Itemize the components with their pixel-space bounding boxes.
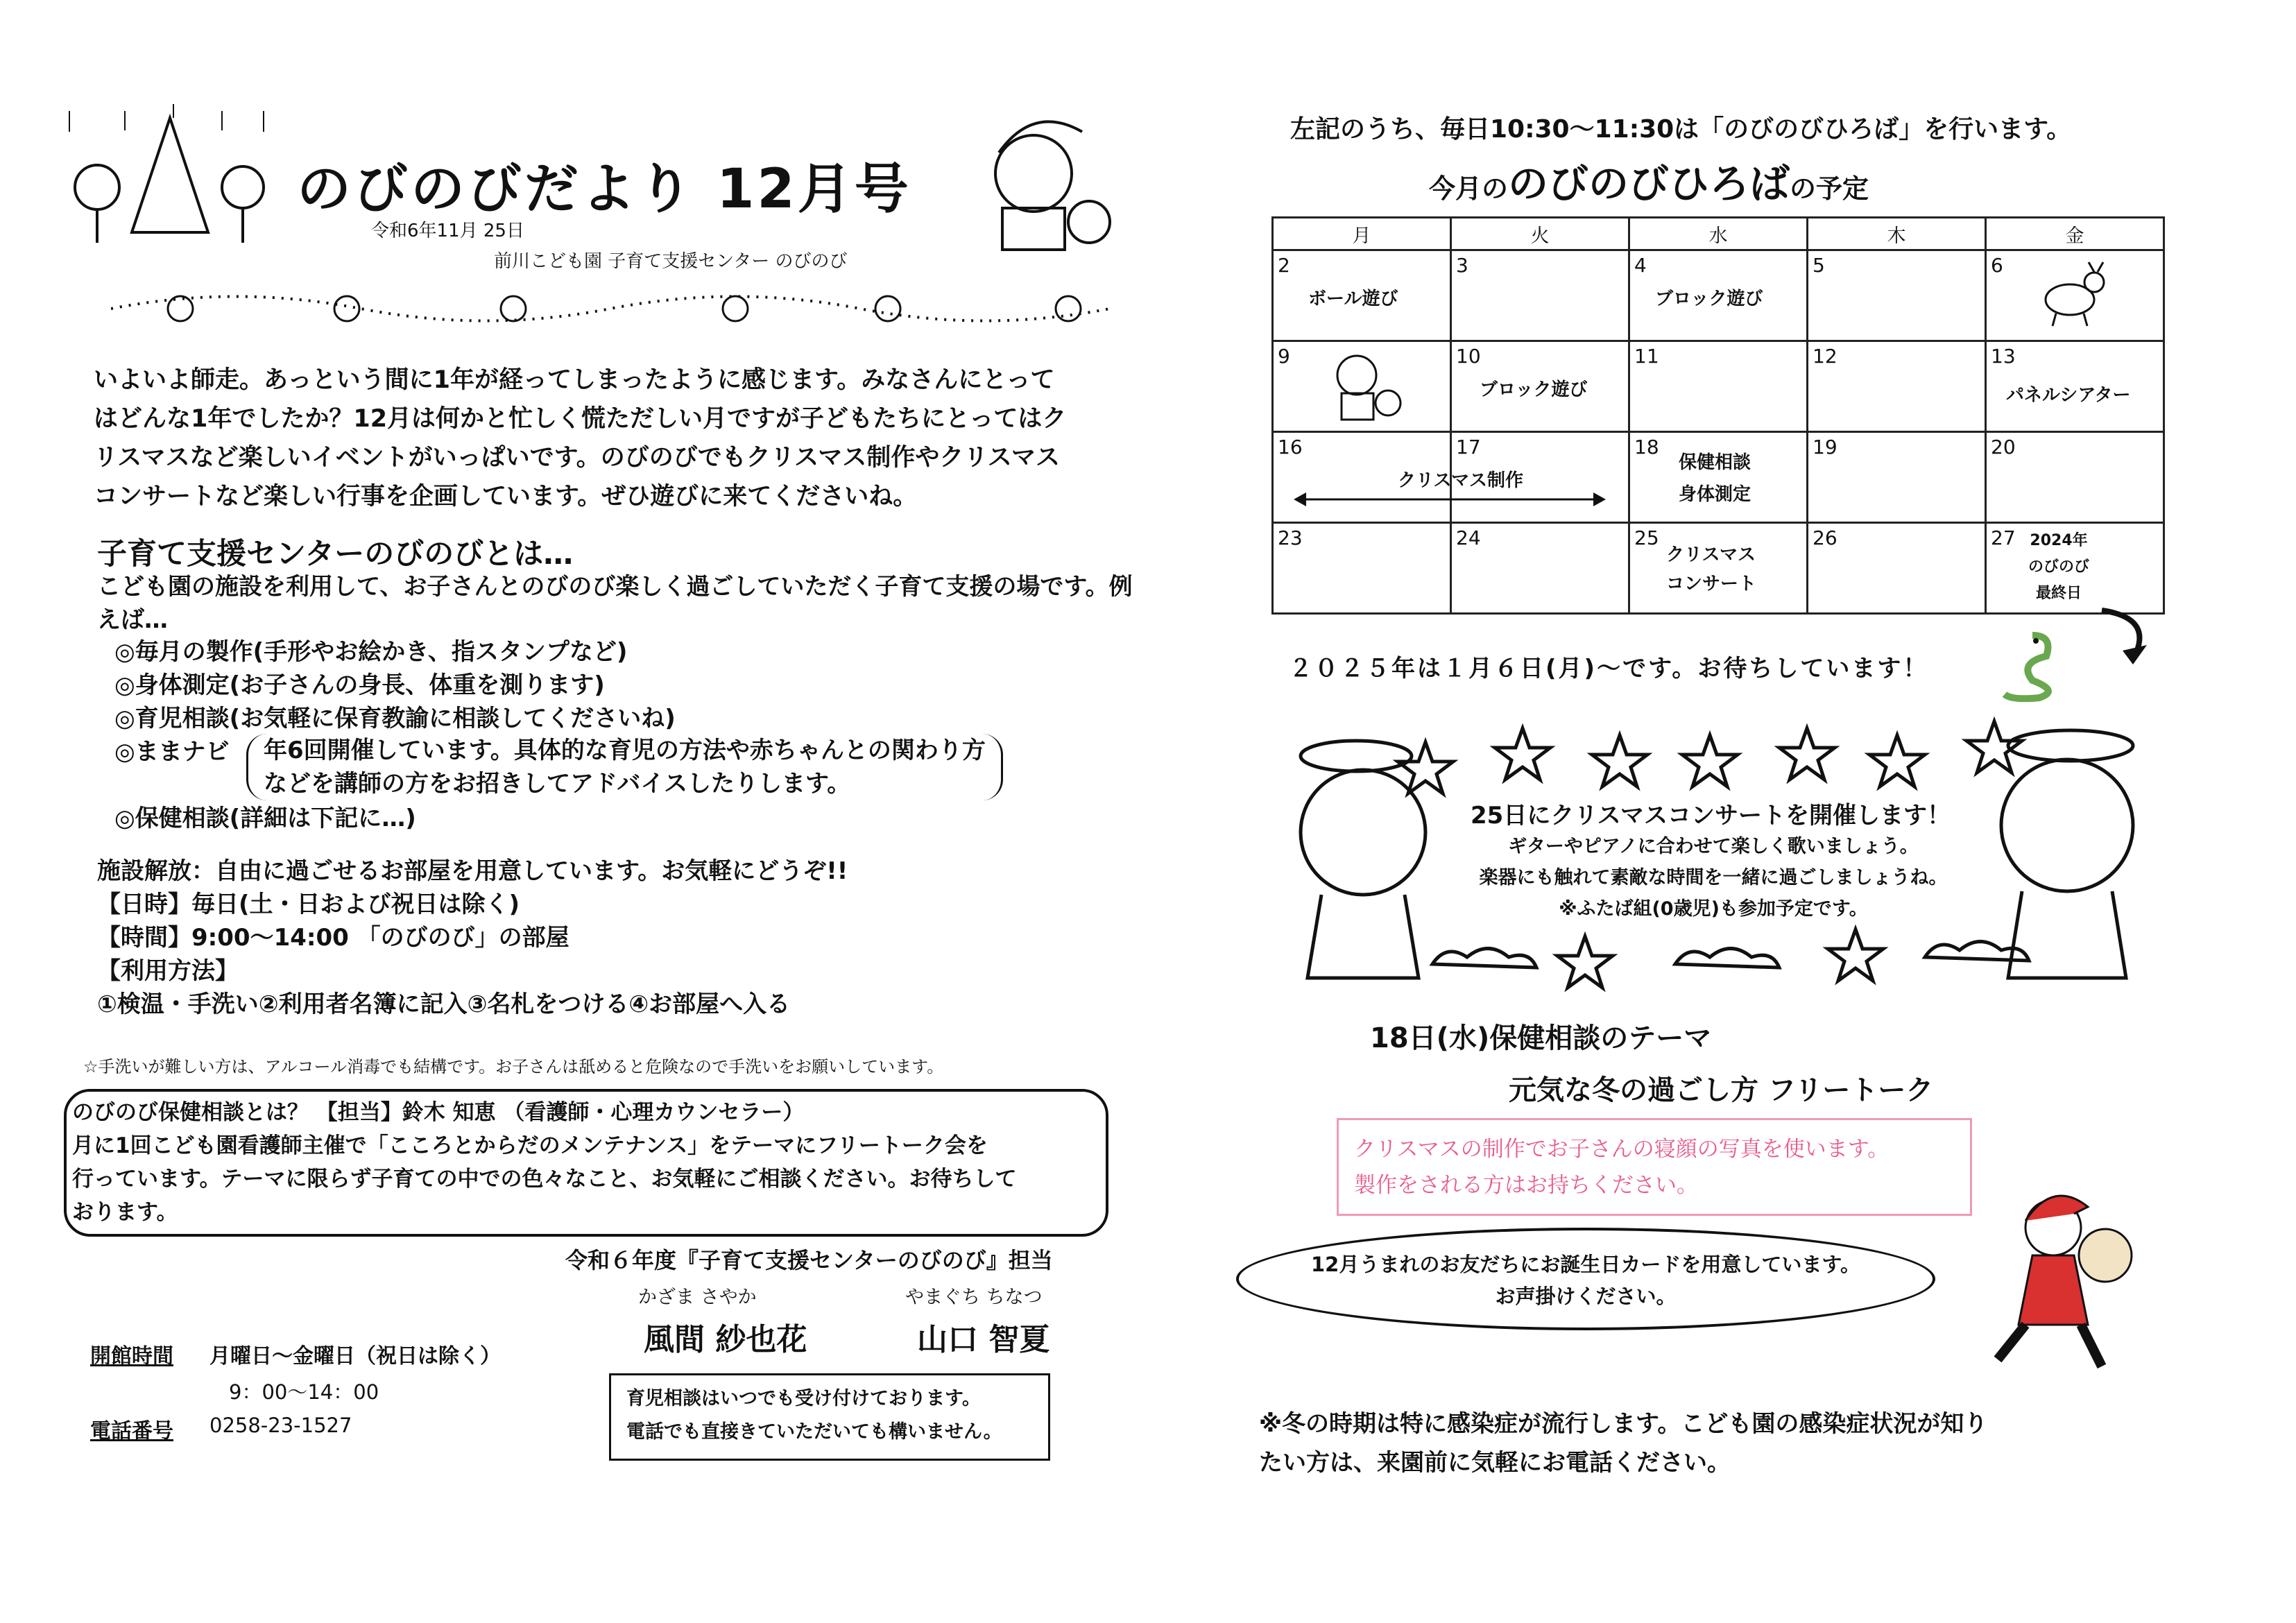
concert-line: ギターやピアノに合わせて楽しく歌いましょう。 (1508, 836, 1919, 857)
facility-line: 【日時】毎日(土・日および祝日は除く) (97, 891, 520, 918)
day-number: 5 (1813, 254, 1825, 277)
calendar-heading-main: のびのびひろば (1508, 160, 1790, 207)
santa-icon (1322, 347, 1405, 425)
hours-label: 開館時間 (90, 1344, 173, 1368)
birthday-line: お声掛けください。 (1495, 1285, 1677, 1308)
about-line: こども園の施設を利用して、お子さんとのびのび楽しく過ごしていただく子育て支援の場です。例 (97, 573, 1133, 601)
day-number: 25 (1634, 526, 1659, 549)
schedule-calendar (1271, 216, 2165, 615)
day-number: 4 (1634, 254, 1647, 277)
day-number: 27 (1991, 526, 2016, 549)
staff-kana: やまぐち ちなつ (905, 1287, 1043, 1308)
consult-info-box (609, 1373, 1050, 1461)
day-event: ボール遊び (1308, 289, 1398, 309)
calendar-header-row (1273, 218, 2164, 250)
day-number: 13 (1991, 345, 2016, 368)
day-number: 10 (1456, 345, 1481, 368)
day-number: 3 (1456, 254, 1468, 277)
about-heading: 子育て支援センターのびのびとは… (97, 537, 574, 572)
ornament-border (111, 284, 1124, 333)
calendar-day (1629, 432, 1808, 523)
intro-paragraph (94, 361, 1066, 516)
calendar-week (1273, 341, 2164, 432)
concert-details (1464, 831, 1963, 925)
curved-arrow-icon (2095, 603, 2157, 666)
concert-line: 楽器にも触れて素敵な時間を一緒に過ごしましょうね。 (1479, 867, 1948, 888)
consult-line: 育児相談はいつでも受け付けております。 (626, 1388, 981, 1409)
santa-illustration (964, 104, 1124, 264)
intro-line: コンサートなど楽しい行事を企画しています。ぜひ遊びに来てくださいね。 (94, 483, 918, 510)
mamanavi-line: 年6回開催しています。具体的な育児の方法や赤ちゃんとの関わり方 (264, 737, 986, 764)
day-event: ブロック遊び (1655, 289, 1763, 309)
service-item: ◎身体測定(お子さんの身長、体重を測ります) (114, 671, 605, 699)
calendar-day (1451, 523, 1629, 614)
facility-info (97, 855, 848, 1021)
infection-note (1259, 1405, 1987, 1482)
calendar-day (1629, 250, 1808, 341)
day-number: 24 (1456, 526, 1481, 549)
health-box-line: のびのび保健相談とは？ 【担当】鈴木 知恵 （看護師・心理カウンセラー） (72, 1100, 805, 1125)
calendar-heading (1429, 151, 1869, 209)
consult-line: 電話でも直接きていただいても構いません。 (626, 1421, 1002, 1443)
calendar-day (1986, 341, 2164, 432)
weekday-header: 木 (1808, 218, 1986, 250)
service-item: ◎保健相談(詳細は下記に…) (114, 805, 416, 832)
calendar-week (1273, 523, 2164, 614)
issue-date: 令和6年11月 25日 (371, 221, 524, 241)
day-number: 19 (1813, 436, 1837, 458)
staff-name: 風間 紗也花 (644, 1322, 807, 1357)
day-number: 17 (1456, 436, 1481, 458)
health-box-line: 月に1回こども園看護師主催で「こころとからだのメンテナンス」をテーマにフリートーク会を (72, 1133, 988, 1158)
plaza-time-note: 左記のうち、毎日10:30～11:30は「のびのびひろば」を行います。 (1290, 115, 2072, 144)
calendar-day (1451, 250, 1629, 341)
day-number: 11 (1634, 345, 1659, 368)
staff-name: 山口 智夏 (917, 1322, 1050, 1357)
weekday-header: 水 (1629, 218, 1808, 250)
facility-line: 【利用方法】 (97, 957, 239, 985)
intro-line: リスマスなど楽しいイベントがいっぱいです。のびのびでもクリスマス制作やクリスマス (94, 444, 1061, 472)
staff-kana: かざま さやか (638, 1287, 757, 1308)
day-event: ブロック遊び (1480, 379, 1588, 400)
reindeer-icon (2028, 258, 2111, 327)
calendar-day (1273, 523, 1451, 614)
health-box-line: おります。 (72, 1200, 178, 1225)
service-item: ◎育児相談(お気軽に保育教諭に相談してくださいね) (114, 705, 676, 732)
organization-name: 前川こども園 子育て支援センター のびのび (494, 251, 848, 272)
health-theme-value: 元気な冬の過ごし方 フリートーク (1509, 1074, 1934, 1106)
calendar-day (1808, 523, 1986, 614)
calendar-heading-pre: 今月の (1429, 173, 1509, 204)
snake-icon (1998, 628, 2067, 705)
photo-request-line: クリスマスの制作でお子さんの寝顔の写真を使います。 (1354, 1137, 1890, 1162)
calendar-day (1451, 341, 1629, 432)
birthday-line: 12月うまれのお友だちにお誕生日カードを用意しています。 (1310, 1253, 1861, 1276)
day-event: パネルシアター (2006, 385, 2131, 406)
birthday-bubble (1236, 1228, 1935, 1330)
day-number: 23 (1278, 526, 1303, 549)
hours-time: 9：00～14：00 (229, 1380, 379, 1404)
infection-line: ※冬の時期は特に感染症が流行します。こども園の感染症状況が知り (1259, 1410, 1988, 1438)
day-number: 16 (1278, 436, 1303, 458)
calendar-day (1629, 341, 1808, 432)
concert-title: 25日にクリスマスコンサートを開催します！ (1471, 802, 1951, 830)
calendar-heading-post: の予定 (1790, 173, 1869, 204)
about-line: えば… (97, 606, 168, 634)
service-item: ◎ままナビ (114, 738, 230, 766)
hours-value: 月曜日～金曜日（祝日は除く） (209, 1344, 501, 1368)
facility-line: 施設解放：自由に過ごせるお部屋を用意しています。お気軽にどうぞ!! (97, 857, 848, 885)
service-item: ◎毎月の製作(手形やお絵かき、指スタンプなど) (114, 638, 628, 666)
calendar-day (1273, 250, 1451, 341)
photo-request-line: 製作をされる方はお持ちください。 (1354, 1173, 1698, 1198)
about-text (97, 570, 1133, 637)
calendar-day (1808, 250, 1986, 341)
day-event: クリスマス コンサート (1666, 544, 1757, 594)
phone-label: 電話番号 (90, 1419, 173, 1443)
weekday-header: 月 (1273, 218, 1451, 250)
calendar-day (1986, 250, 2164, 341)
health-box-line: 行っています。テーマに限らず子育ての中での色々なこと、お気軽にご相談ください。お待ちして (72, 1167, 1017, 1192)
day-number: 18 (1634, 436, 1659, 458)
staff-heading: 令和６年度『子育て支援センターのびのび』担当 (565, 1247, 1053, 1273)
phone-number: 0258-23-1527 (209, 1414, 352, 1437)
calendar-week (1273, 250, 2164, 341)
day-number: 12 (1813, 345, 1837, 368)
day-event: 保健相談 身体測定 (1679, 452, 1751, 505)
health-consult-box (64, 1089, 1108, 1237)
calendar-day (1808, 341, 1986, 432)
handwash-note: ☆手洗いが難しい方は、アルコール消毒でも結構です。お子さんは舐めると危険なので手洗いをお願いしています。 (83, 1057, 944, 1076)
newsletter-title: のびのびだより 12月号 (297, 158, 911, 221)
span-event-label: クリスマス制作 (1398, 470, 1523, 491)
day-number: 20 (1991, 436, 2016, 458)
day-number: 26 (1813, 526, 1837, 549)
photo-request-box (1337, 1118, 1972, 1216)
intro-line: いよいよ師走。あっという間に1年が経ってしまったように感じます。みなさんにとって (94, 366, 1055, 394)
weekday-header: 金 (1986, 218, 2164, 250)
mamanavi-line: などを講師の方をお招きしてアドバイスしたりします。 (264, 770, 851, 798)
intro-line: はどんな1年でしたか？12月は何かと忙しく慌ただしい月ですが子どもたちにとってはク (94, 405, 1067, 433)
christmas-kids-illustration (55, 104, 277, 250)
next-year-note: ２０２５年は１月６日(月)～です。お待ちしています！ (1289, 655, 1929, 682)
day-number: 9 (1278, 345, 1290, 368)
infection-line: たい方は、来園前に気軽にお電話ください。 (1259, 1449, 1731, 1477)
calendar-day (1808, 432, 1986, 523)
facility-line: ①検温・手洗い②利用者名簿に記入③名札をつける④お部屋へ入る (97, 990, 791, 1018)
calendar-day (1986, 432, 2164, 523)
span-arrow (1294, 486, 1606, 513)
day-number: 6 (1991, 254, 2003, 277)
day-number: 2 (1278, 254, 1290, 277)
facility-line: 【時間】9:00～14:00 「のびのび」の部屋 (97, 924, 569, 952)
weekday-header: 火 (1451, 218, 1629, 250)
mamanavi-detail (246, 734, 1003, 800)
concert-line: ※ふたば組(0歳児)も参加予定です。 (1559, 898, 1868, 920)
calendar-day (1986, 523, 2164, 614)
santa-running-illustration (1970, 1179, 2136, 1380)
calendar-day (1273, 341, 1451, 432)
day-event: 2024年 のびのび 最終日 (2028, 532, 2090, 602)
calendar-day (1629, 523, 1808, 614)
health-theme-heading: 18日(水)保健相談のテーマ (1370, 1022, 1712, 1054)
